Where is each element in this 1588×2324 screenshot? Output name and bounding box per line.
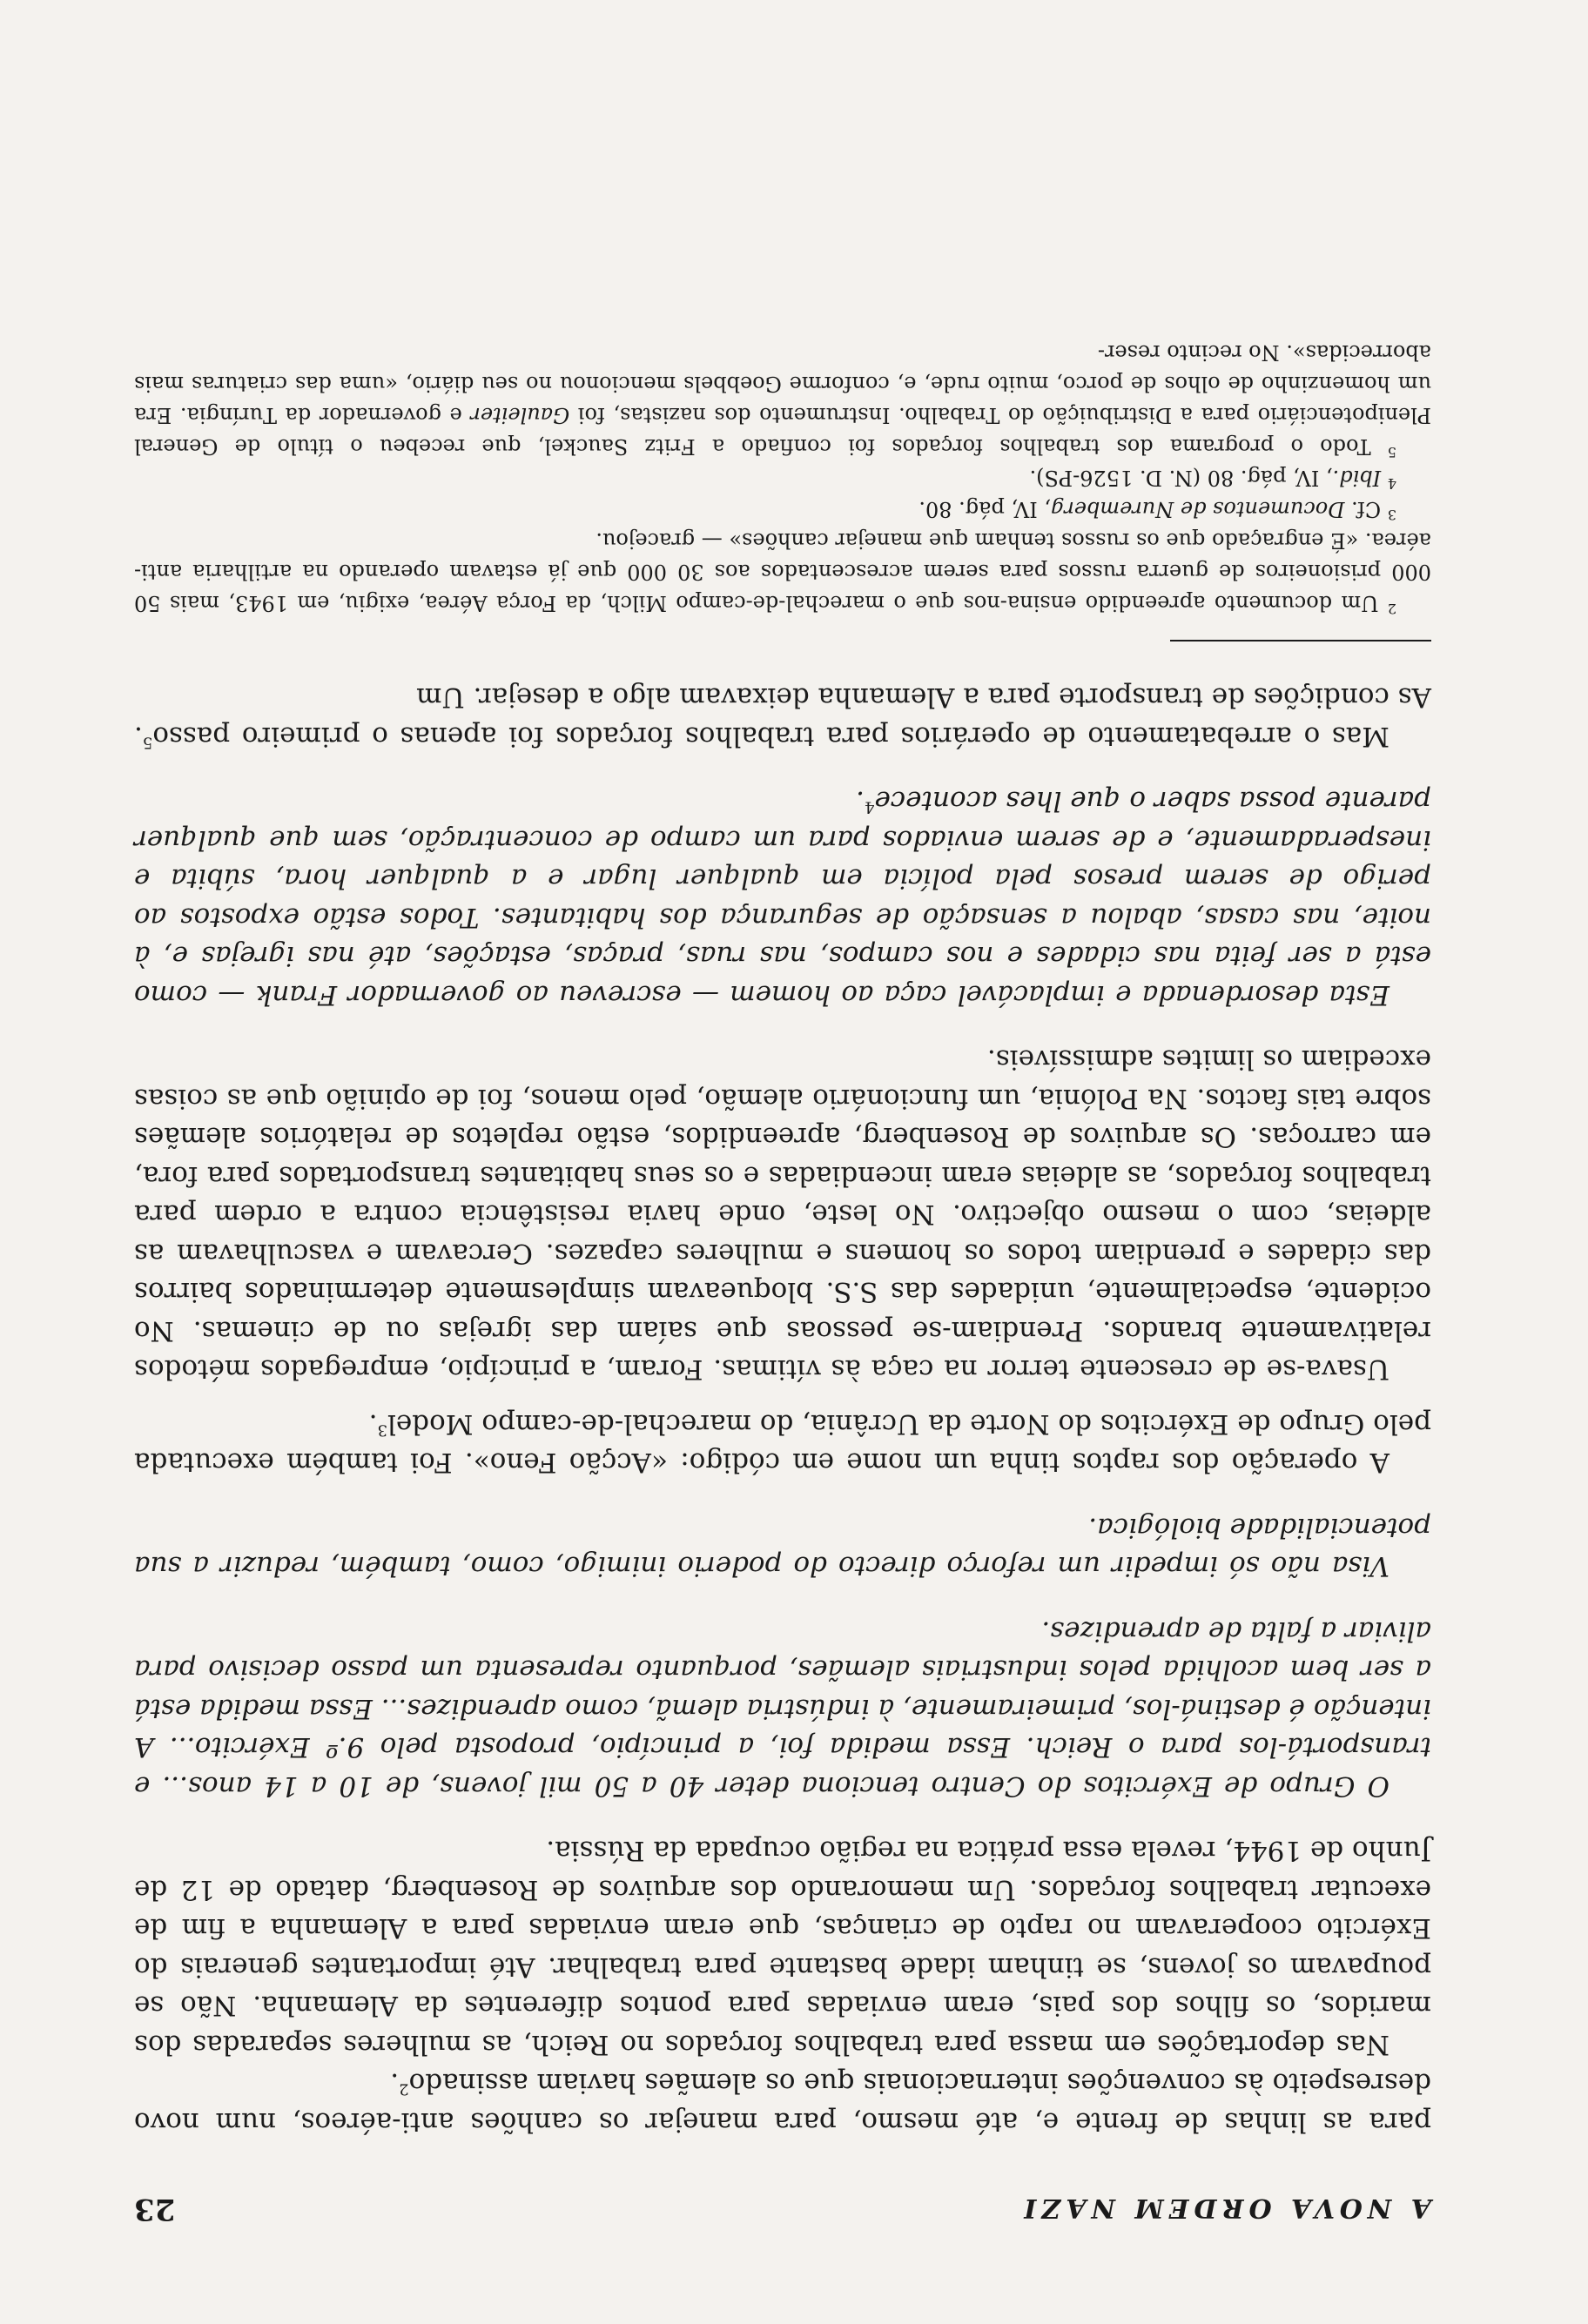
footnotes <box>134 337 1431 619</box>
footnote-text: Um documento apreendido ensina-nos que o marechal-de-campo Milch, da Força Aérea, exigiu, em 1943, mais 50 000 prisioneiros de guerra russos para serem acrescentados aos 30 000 que já estavam operando na artilharia anti-aérea. «É engraçado que os russos tenham que manejar canhões» — gracejou. <box>134 528 1431 615</box>
paragraph <box>134 1405 1431 1482</box>
footnote-number: 4 <box>1387 475 1396 492</box>
paragraph: Nas deportações em massa para trabalhos forçados no Reich, as mulheres separadas dos maridos, os filhos dos pais, eram enviadas para pontos diferentes da Alemanha. Não se poupavam os jovens, se tinham idade bastante para trabalhar. Até importantes generais do Exército cooperavam no rapto de crianças, que eram enviadas para a Alemanha a fim de executar trabalhos forçados. Um memorando dos arquivos de Rosenberg, datado de 12 de Junho de 1944, revela essa prática na região ocupada da Rússia. <box>134 1835 1431 2060</box>
quotation: Visa não só impedir um reforço directo do poderio inimigo, como, também, reduzir a sua potencialidade biológica. <box>134 1512 1431 1582</box>
running-title: A NOVA ORDEM NAZI <box>1019 2193 1431 2223</box>
quotation-text: Esta desordenada e implacável caça ao homem — escreveu ao governador Frank — como está a ser feita nas cidades e nos campos, nas ruas, praças, estações, até nas igrejas e, à noite, nas casas, abalou a sensação de segurança dos habitantes. Todos estão expostos ao perigo de serem presos pela polícia em qualquer lugar e a qualquer hora, súbita e inesperadamente, e de serem enviados para um campo de concentração, sem que qualquer parente possa saber o que lhes acontece <box>134 785 1431 1011</box>
paragraph <box>134 2064 1431 2141</box>
footnote-text: Cf. <box>1344 497 1382 521</box>
footnote-text: , IV, pág. 80 (N. D. 1526-PS). <box>1029 466 1333 490</box>
paragraph-text: para as linhas de frente e, até mesmo, para manejar os canhões anti-aéreos, num novo desrespeito às convenções internacionais que os alemães haviam assinado <box>134 2067 1431 2138</box>
footnote-citation: Ibid. <box>1332 466 1382 490</box>
paragraph-end: . <box>368 1408 378 1440</box>
footnote <box>134 337 1431 462</box>
paragraph-text: . As condições de transporte para a Alemanha deixavam algo a desejar. Um <box>134 682 1431 752</box>
footnote-ref: 2 <box>399 2079 409 2099</box>
paragraph-text: A operação dos raptos tinha um nome em código: «Acção Feno». Foi também executada pelo Grupo de Exércitos do Norte da Ucrânia, do marechal-de-campo Model <box>134 1408 1431 1479</box>
page-content <box>134 337 1431 2227</box>
footnote <box>134 494 1431 525</box>
footnote-divider <box>1170 640 1431 641</box>
page-header <box>134 2192 1431 2227</box>
footnote-ref: 5 <box>142 733 153 752</box>
footnote-text: e governador da Turíngia. Era um homenzinho de olhos de porco, muito rude, e, conforme Goebbels mencionou no seu diário, «uma das criaturas mais aborrecidas». No recinto reser- <box>134 340 1431 427</box>
paragraph <box>134 678 1431 756</box>
paragraph: Usava-se de crescente terror na caça às vítimas. Foram, a princípio, empregados métodos relativamente brandos. Prendiam-se pessoas que saíam das igrejas ou de cinemas. No ocidente, especialmente, unidades das S.S. bloqueavam simplesmente determinados bairros das cidades e prendiam todos os homens e mulheres capazes. Cercavam e vasculhavam as aldeias, com o mesmo objectivo. No leste, onde havia resistência contra a ordem para trabalhos forçados, as aldeias eram incendiadas e os seus habitantes transportados para fora, em carroças. Os arquivos de Rosenberg, apreendidos, estão repletos de relatórios alemães sobre tais factos. Na Polónia, um funcionário alemão, pelo menos, foi de opinião que as coisas excediam os limites admissíveis. <box>134 1044 1431 1386</box>
body-text <box>134 678 1431 2141</box>
footnote-text: , IV, pág. 80. <box>918 497 1051 521</box>
footnote <box>134 462 1431 494</box>
paragraph-end: . <box>390 2067 400 2099</box>
footnote-text: Todo o programa dos trabalhos forçados foi confiado a Fritz Sauckel, que recebeu o título de General Plenipotenciário para a Distribuição do Trabalho. Instrumento dos nazistas, foi <box>134 403 1431 459</box>
footnote-term: Gauleiter <box>470 403 570 427</box>
footnote-ref: 3 <box>377 1421 387 1440</box>
footnote-ref: 4 <box>865 797 875 816</box>
quotation: O Grupo de Exércitos do Centro tenciona deter 40 a 50 mil jovens, de 10 a 14 anos... e transportá-los para o Reich. Essa medida foi, a princípio, proposta pelo 9.º Exército... A intenção é destiná-los, primeiramente, à indústria alemã, como aprendizes... Essa medida está a ser bem acolhida pelos industriais alemães, porquanto representa um passo decisivo para aliviar a falta de aprendizes. <box>134 1615 1431 1802</box>
quotation <box>134 782 1431 1014</box>
footnote-citation: Documentos de Nuremberg <box>1050 497 1345 521</box>
footnote <box>134 525 1431 619</box>
footnote-number: 3 <box>1387 507 1396 523</box>
paragraph-text: Mas o arrebatamento de operários para trabalhos forçados foi apenas o primeiro passo <box>152 721 1390 752</box>
page-number: 23 <box>134 2192 176 2227</box>
footnote-number: 2 <box>1387 601 1396 617</box>
footnote-number: 5 <box>1387 444 1396 460</box>
quotation-end: . <box>856 785 865 817</box>
